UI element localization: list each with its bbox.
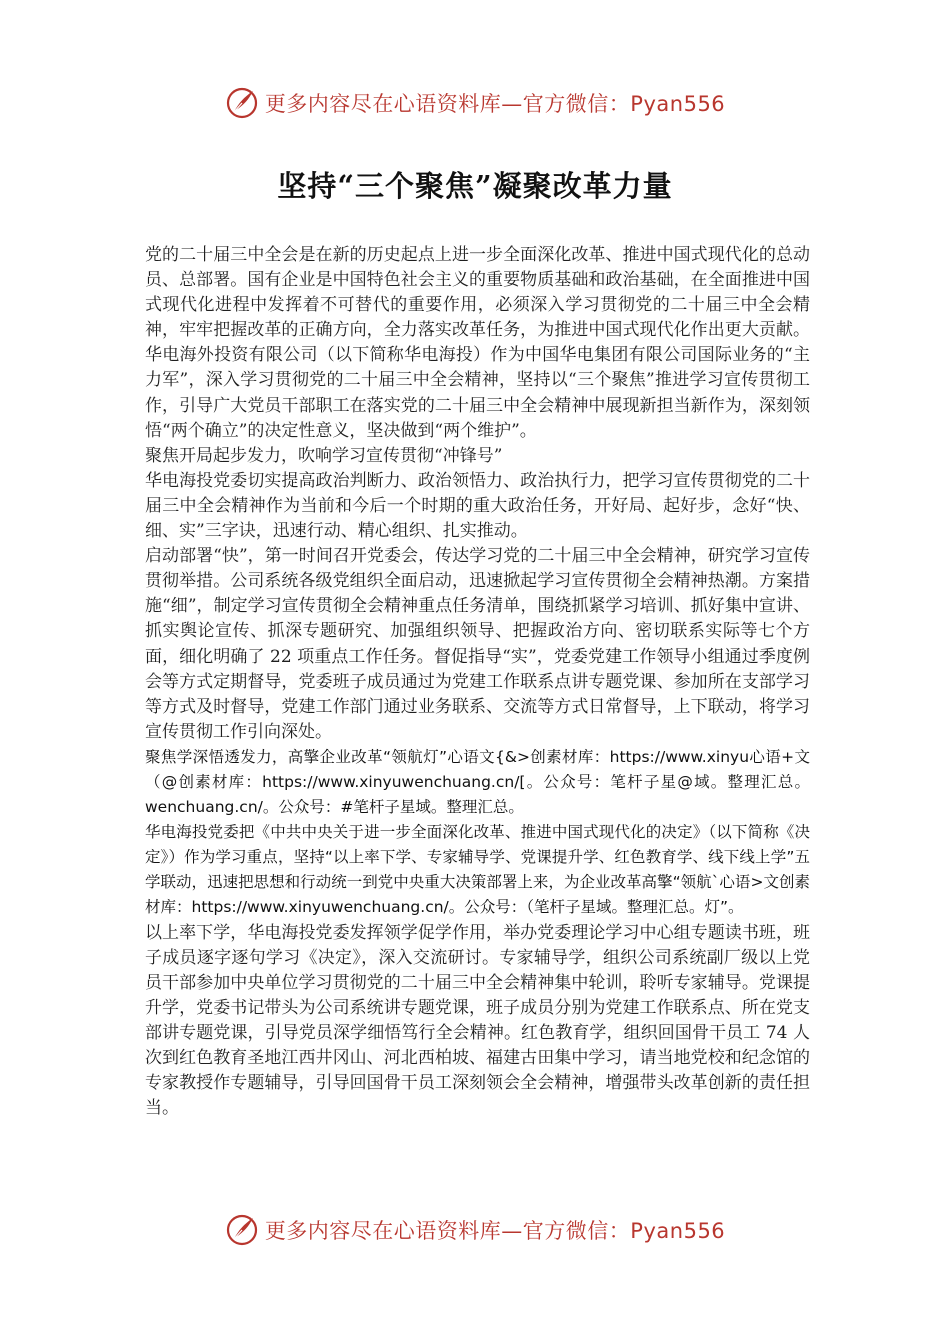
header-banner (0, 78, 950, 128)
article-body (145, 243, 810, 1121)
feather-pen-icon (225, 86, 259, 120)
body-paragraph: 华电海投党委切实提高政治判断力、政治领悟力、政治执行力，把学习宣传贯彻党的二十届三中全会精神作为当前和今后一个时期的重大政治任务，开好局、起好步，念好“快、细、实”三字诀，迅速行动、精心组织、扎实推动。 (145, 470, 810, 542)
page-title: 坚持“三个聚焦”凝聚改革力量 (277, 169, 673, 204)
body-paragraph: 启动部署“快”，第一时间召开党委会，传达学习党的二十届三中全会精神，研究学习宣传贯彻举措。公司系统各级党组织全面启动，迅速掀起学习宣传贯彻全会精神热潮。方案措施“细”，制定学习宣传贯彻全会精神重点任务清单，围绕抓紧学习培训、抓好集中宣讲、抓实舆论宣传、抓深专题研究、加强组织领导、把握政治方向、密切联系实际等七个方面，细化明确了 22 项重点工作任务。督促指导“实”，党委党建工作领导小组通过季度例会等方式定期督导，党委班子成员通过为党建工作联系点讲专题党课、参加所在支部学习等方式及时督导，党建工作部门通过业务联系、交流等方式日常督导，上下联动，将学习宣传贯彻工作引向深处。 (145, 546, 810, 742)
body-paragraph-watermarked: 华电海投党委把《中共中央关于进一步全面深化改革、推进中国式现代化的决定》（以下简称《决定》）作为学习重点，坚持“以上率下学、专家辅导学、党课提升学、红色教育学、线下线上学”五学联动，迅速把思想和行动统一到党中央重大决策部署上来，为企业改革高擎“领航`心语>文创素材库：https://www.xinyuwenchuang.cn/。公众号：（笔杆子星域。整理汇总。灯”。 (145, 823, 810, 917)
footer-banner-text: 更多内容尽在心语资料库—官方微信：Pyan556 (264, 1219, 726, 1243)
body-paragraph: 以上率下学，华电海投党委发挥领学促学作用，举办党委理论学习中心组专题读书班，班子成员逐字逐句学习《决定》，深入交流研讨。专家辅导学，组织公司系统副厂级以上党员干部参加中央单位学习贯彻党的二十届三中全会精神集中轮训，聆听专家辅导。党课提升学，党委书记带头为公司系统讲专题党课，班子成员分别为党建工作联系点、所在党支部讲专题党课，引导党员深学细悟笃行全会精神。红色教育学，组织回国骨干员工 74 人次到红色教育圣地江西井冈山、河北西柏坡、福建古田集中学习，请当地党校和纪念馆的专家教授作专题辅导，引导回国骨干员工深刻领会全会精神，增强带头改革创新的责任担当。 (145, 922, 810, 1119)
feather-pen-icon (225, 1213, 259, 1247)
section-heading-1: 聚焦开局起步发力，吹响学习宣传贯彻“冲锋号” (145, 445, 503, 466)
header-banner-text: 更多内容尽在心语资料库—官方微信：Pyan556 (264, 92, 726, 116)
footer-banner (0, 1205, 950, 1255)
intro-paragraph: 党的二十届三中全会是在新的历史起点上进一步全面深化改革、推进中国式现代化的总动员、总部署。国有企业是中国特色社会主义的重要物质基础和政治基础，在全面推进中国式现代化进程中发挥着不可替代的重要作用，必须深入学习贯彻党的二十届三中全会精神，牢牢把握改革的正确方向，全力落实改革任务，为推进中国式现代化作出更大贡献。华电海外投资有限公司（以下简称华电海投）作为中国华电集团有限公司国际业务的“主力军”，深入学习贯彻党的二十届三中全会精神，坚持以“三个聚焦”推进学习宣传贯彻工作，引导广大党员干部职工在落实党的二十届三中全会精神中展现新担当新作为，深刻领悟“两个确立”的决定性意义，坚决做到“两个维护”。 (145, 245, 810, 441)
section-heading-2: 聚焦学深悟透发力，高擎企业改革“领航灯”心语文{&>创素材库：https://www.xinyu心语+文（@创素材库：https://www.xinyuwenchuang.cn/[。公众号：笔杆子星@域。整理汇总。wenchuang.cn/。公众号：#笔杆子星域。整理汇总。 (145, 747, 810, 817)
